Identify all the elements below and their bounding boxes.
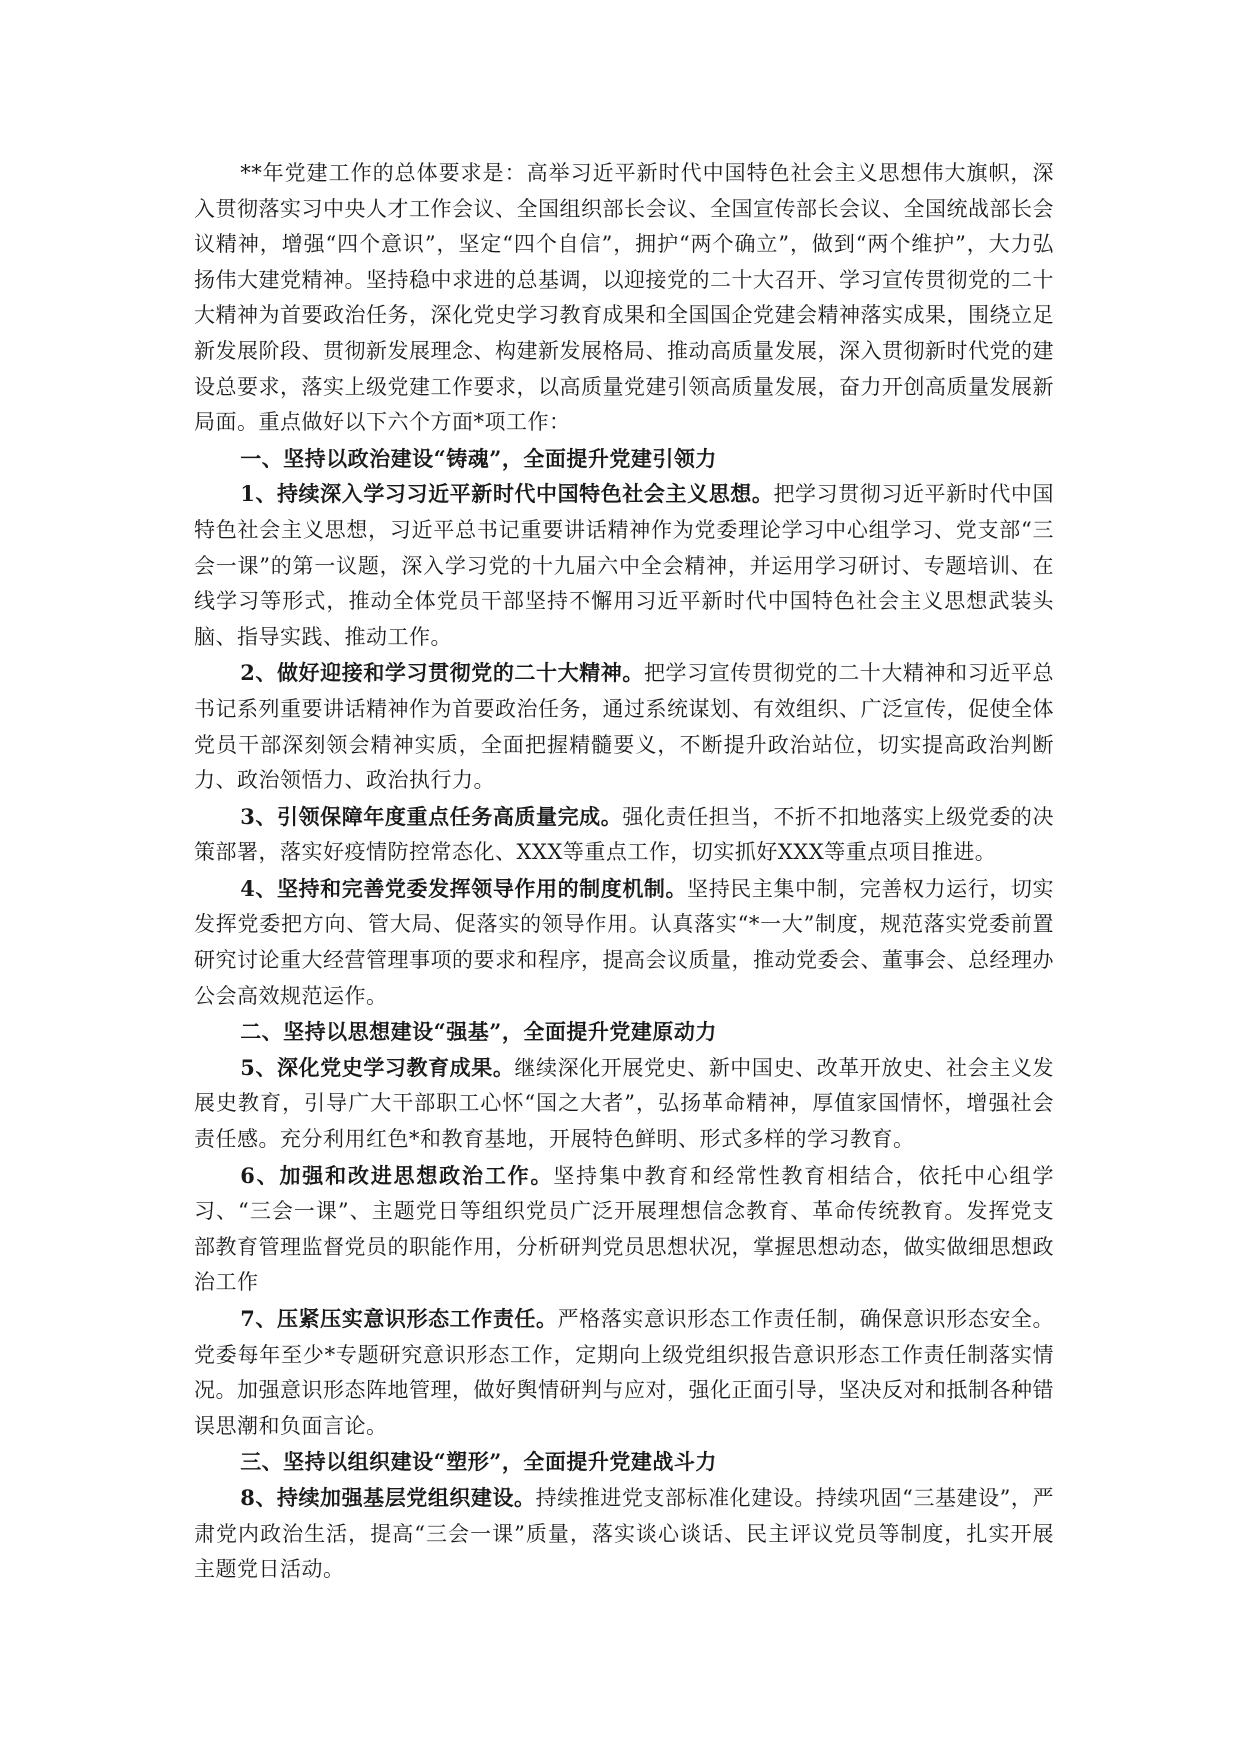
item-paragraph-1 (194, 476, 1054, 655)
intro-paragraph: **年党建工作的总体要求是：高举习近平新时代中国特色社会主义思想伟大旗帜，深入贯彻落实习中央人才工作会议、全国组织部长会议、全国宣传部长会议、全国统战部长会议精神，增强“四个意识”，坚定“四个自信”，拥护“两个确立”，做到“两个维护”，大力弘扬伟大建党精神。坚持稳中求进的总基调，以迎接党的二十大召开、学习宣传贯彻党的二十大精神为首要政治任务，深化党史学习教育成果和全国国企党建会精神落实成果，围绕立足新发展阶段、贯彻新发展理念、构建新发展格局、推动高质量发展，深入贯彻新时代党的建设总要求，落实上级党建工作要求，以高质量党建引领高质量发展，奋力开创高质量发展新局面。重点做好以下六个方面*项工作： (194, 161, 1054, 435)
item-body: 坚持民主集中制，完善权力运行，切实发挥党委把方向、管大局、促落实的领导作用。认真落实“*一大”制度，规范落实党委前置研究讨论重大经营管理事项的要求和程序，提高会议质量，推动党委会、董事会、总经理办公会高效规范运作。 (194, 876, 1054, 1008)
item-body: 继续深化开展党史、新中国史、改革开放史、社会主义发展史教育，引导广大干部职工心怀“国之大者”，弘扬革命精神，厚值家国情怀，增强社会责任感。充分利用红色*和教育基地，开展特色鲜明、形式多样的学习教育。 (194, 1055, 1054, 1152)
item-paragraph-7 (194, 1301, 1054, 1444)
item-body: 强化责任担当，不折不扣地落实上级党委的决策部署，落实好疫情防控常态化、XXX等重点工作，切实抓好XXX等重点项目推进。 (194, 804, 1054, 865)
item-body: 持续推进党支部标准化建设。持续巩固“三基建设”，严肃党内政治生活，提高“三会一课”质量，落实谈心谈话、民主评议党员等制度，扎实开展主题党日活动。 (194, 1485, 1054, 1582)
item-paragraph-6 (194, 1158, 1054, 1301)
item-title: 6、加强和改进思想政治工作。 (240, 1162, 554, 1188)
item-title: 5、深化党史学习教育成果。 (240, 1054, 515, 1080)
document-page (194, 156, 1054, 1588)
section-heading-2: 二、坚持以思想建设“强基”，全面提升党建原动力 (240, 1019, 717, 1045)
item-body: 坚持集中教育和经常性教育相结合，依托中心组学习、“三会一课”、主题党日等组织党员广泛开展理想信念教育、革命传统教育。发挥党支部教育管理监督党员的职能作用，分析研判党员思想状况，掌握思想动态，做实做细思想政治工作 (194, 1163, 1054, 1295)
item-title: 1、持续深入学习习近平新时代中国特色社会主义思想。 (240, 481, 774, 507)
item-paragraph-8 (194, 1480, 1054, 1588)
section-heading-3: 三、坚持以组织建设“塑形”，全面提升党建战斗力 (240, 1449, 717, 1475)
item-paragraph-5 (194, 1050, 1054, 1158)
item-title: 3、引领保障年度重点任务高质量完成。 (240, 803, 623, 829)
item-paragraph-4 (194, 871, 1054, 1014)
item-title: 7、压紧压实意识形态工作责任。 (240, 1306, 558, 1331)
item-title: 2、做好迎接和学习贯彻党的二十大精神。 (240, 660, 644, 686)
item-body: 把学习贯彻习近平新时代中国特色社会主义思想，习近平总书记重要讲话精神作为党委理论学习中心组学习、党支部“三会一课”的第一议题，深入学习党的十九届六中全会精神，并运用学习研讨、专题培训、在线学习等形式，推动全体党员干部坚持不懈用习近平新时代中国特色社会主义思想武装头脑、指导实践、推动工作。 (194, 482, 1054, 649)
item-body: 严格落实意识形态工作责任制，确保意识形态安全。党委每年至少*专题研究意识形态工作，定期向上级党组织报告意识形态工作责任制落实情况。加强意识形态阵地管理，做好舆情研判与应对，强化正面引导，坚决反对和抵制各种错误思潮和负面言论。 (194, 1307, 1054, 1438)
item-paragraph-3 (194, 799, 1054, 871)
item-paragraph-2 (194, 655, 1054, 798)
item-body: 把学习宣传贯彻党的二十大精神和习近平总书记系列重要讲话精神作为首要政治任务，通过系统谋划、有效组织、广泛宣传，促使全体党员干部深刻领会精神实质，全面把握精髓要义，不断提升政治站位，切实提高政治判断力、政治领悟力、政治执行力。 (194, 661, 1054, 793)
item-title: 4、坚持和完善党委发挥领导作用的制度机制。 (240, 875, 688, 901)
section-heading-1: 一、坚持以政治建设“铸魂”，全面提升党建引领力 (240, 445, 717, 471)
item-title: 8、持续加强基层党组织建设。 (240, 1484, 536, 1510)
